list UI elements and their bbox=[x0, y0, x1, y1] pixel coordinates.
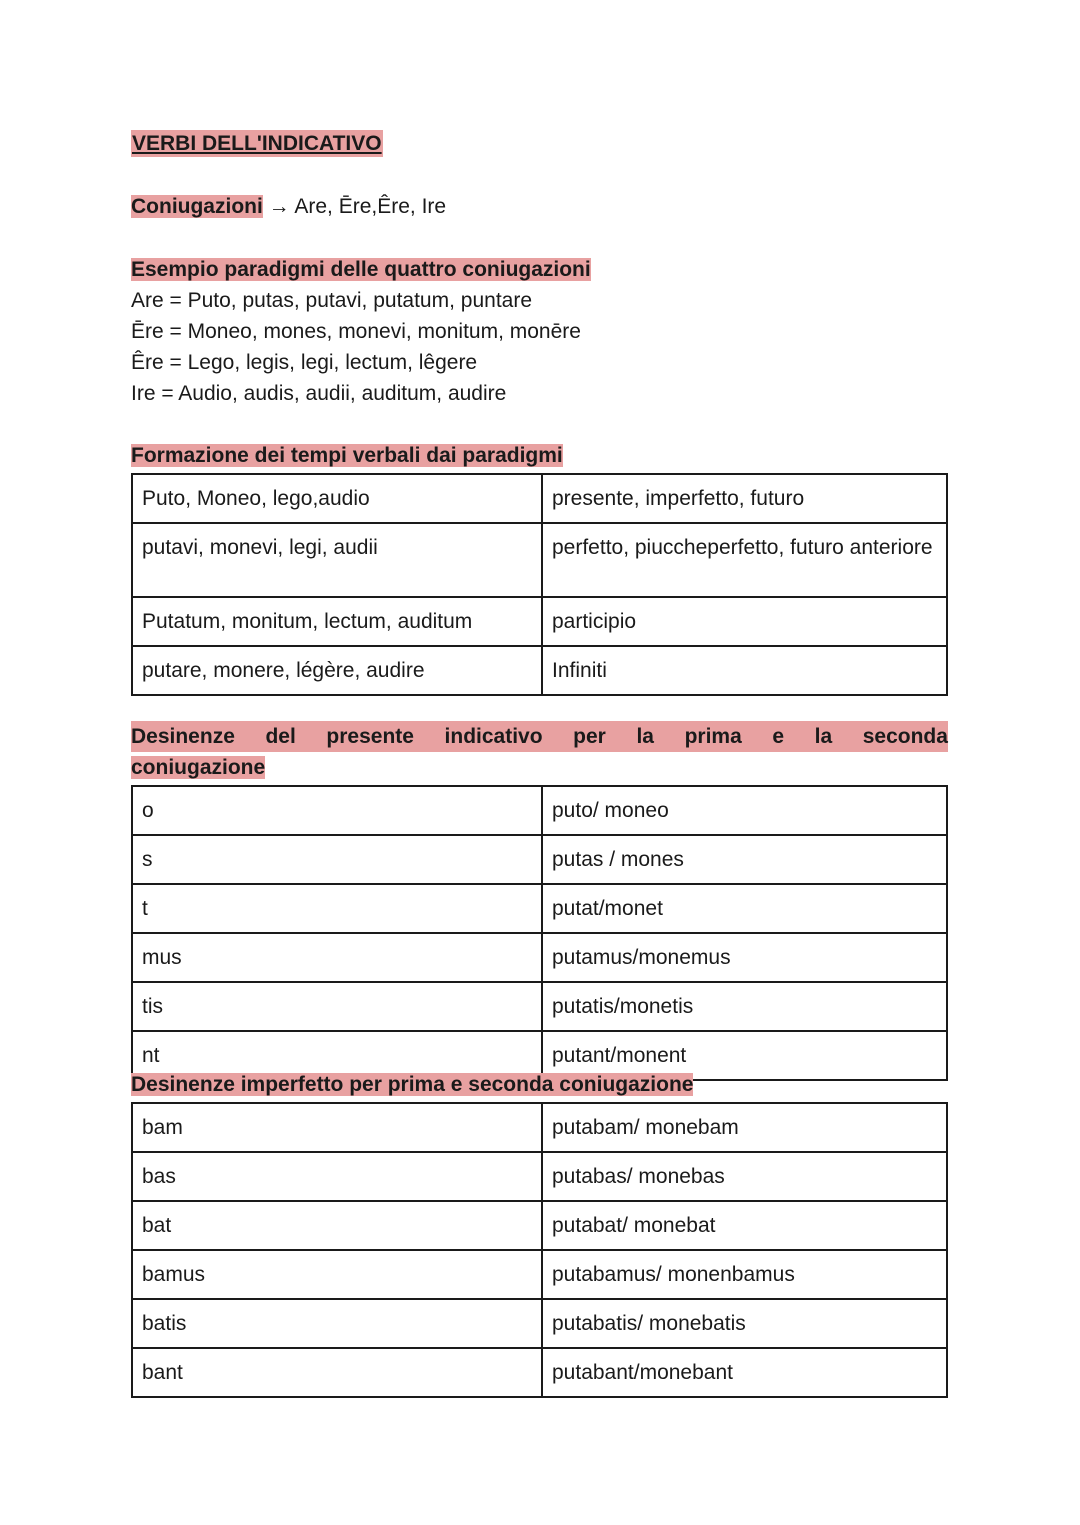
table-row bbox=[132, 646, 947, 695]
table-cell: bant bbox=[132, 1348, 542, 1397]
formazione-heading: Formazione dei tempi verbali dai paradigmi bbox=[131, 444, 563, 467]
table-cell: Infiniti bbox=[542, 646, 947, 695]
paradigm-line: Êre = Lego, legis, legi, lectum, lêgere bbox=[131, 351, 478, 374]
table-cell: putat/monet bbox=[542, 884, 947, 933]
coniugazioni-line bbox=[131, 193, 446, 220]
paradigm-line: Ire = Audio, audis, audii, auditum, audire bbox=[131, 382, 507, 405]
table-cell: putabat/ monebat bbox=[542, 1201, 947, 1250]
paradigm-line: Ēre = Moneo, mones, monevi, monitum, monēre bbox=[131, 320, 581, 343]
table-cell: perfetto, piuccheperfetto, futuro anteriore bbox=[542, 523, 947, 597]
heading-word: presente bbox=[326, 725, 414, 748]
table-cell: putabas/ monebas bbox=[542, 1152, 947, 1201]
arrow-icon: → bbox=[268, 195, 290, 218]
table-row bbox=[132, 786, 947, 835]
table-row bbox=[132, 1152, 947, 1201]
table-cell: tis bbox=[132, 982, 542, 1031]
imperfetto-heading-wrap bbox=[131, 1071, 693, 1098]
presente-heading bbox=[131, 721, 948, 783]
table-cell: putare, monere, légère, audire bbox=[132, 646, 542, 695]
heading-word: Desinenze bbox=[131, 725, 235, 748]
table-cell: batis bbox=[132, 1299, 542, 1348]
paradigmi-heading: Esempio paradigmi delle quattro coniugazioni bbox=[131, 258, 591, 281]
table-cell: bamus bbox=[132, 1250, 542, 1299]
formazione-heading-wrap bbox=[131, 442, 563, 469]
heading-word: e bbox=[772, 725, 785, 748]
table-cell: putatis/monetis bbox=[542, 982, 947, 1031]
table-row bbox=[132, 933, 947, 982]
table-cell: putas / mones bbox=[542, 835, 947, 884]
table-cell: t bbox=[132, 884, 542, 933]
table-cell: nt bbox=[132, 1031, 542, 1080]
table-row bbox=[132, 835, 947, 884]
table-cell: putavi, monevi, legi, audii bbox=[132, 523, 542, 597]
table-cell: bas bbox=[132, 1152, 542, 1201]
table-row bbox=[132, 597, 947, 646]
presente-heading-line1 bbox=[131, 721, 948, 752]
table-row bbox=[132, 474, 947, 523]
table-cell: putamus/monemus bbox=[542, 933, 947, 982]
imperfetto-heading: Desinenze imperfetto per prima e seconda coniugazione bbox=[131, 1073, 694, 1096]
table-row bbox=[132, 1299, 947, 1348]
table-row bbox=[132, 884, 947, 933]
table-row bbox=[132, 1250, 947, 1299]
table-cell: bat bbox=[132, 1201, 542, 1250]
table-row bbox=[132, 1348, 947, 1397]
table-cell: presente, imperfetto, futuro bbox=[542, 474, 947, 523]
table-cell: putant/monent bbox=[542, 1031, 947, 1080]
paradigmi-section bbox=[131, 254, 591, 409]
heading-word: per bbox=[573, 725, 606, 748]
table-cell: o bbox=[132, 786, 542, 835]
heading-word: la bbox=[814, 725, 833, 748]
heading-word: prima bbox=[684, 725, 742, 748]
table-cell: participio bbox=[542, 597, 947, 646]
table-cell: puto/ moneo bbox=[542, 786, 947, 835]
table-cell: putabamus/ monenbamus bbox=[542, 1250, 947, 1299]
heading-word: seconda bbox=[862, 725, 948, 748]
coniugazioni-text: Are, Ēre,Êre, Ire bbox=[294, 195, 447, 218]
table-cell: putabatis/ monebatis bbox=[542, 1299, 947, 1348]
table-cell: bam bbox=[132, 1103, 542, 1152]
heading-word: indicativo bbox=[444, 725, 543, 748]
table-cell: putabant/monebant bbox=[542, 1348, 947, 1397]
table-cell: s bbox=[132, 835, 542, 884]
page-title: VERBI DELL'INDICATIVO bbox=[132, 132, 382, 155]
table-row bbox=[132, 523, 947, 597]
table-cell: Puto, Moneo, lego,audio bbox=[132, 474, 542, 523]
presente-heading-line2: coniugazione bbox=[131, 756, 266, 779]
imperfetto-table bbox=[131, 1102, 948, 1398]
formazione-table bbox=[131, 473, 948, 696]
table-cell: Putatum, monitum, lectum, auditum bbox=[132, 597, 542, 646]
heading-word: la bbox=[636, 725, 654, 748]
table-row bbox=[132, 1201, 947, 1250]
table-cell: putabam/ monebam bbox=[542, 1103, 947, 1152]
presente-table bbox=[131, 785, 948, 1081]
paradigm-line: Are = Puto, putas, putavi, putatum, puntare bbox=[131, 289, 532, 312]
table-row bbox=[132, 982, 947, 1031]
heading-word: del bbox=[265, 725, 296, 748]
coniugazioni-label: Coniugazioni bbox=[131, 195, 263, 218]
table-row bbox=[132, 1103, 947, 1152]
table-cell: mus bbox=[132, 933, 542, 982]
